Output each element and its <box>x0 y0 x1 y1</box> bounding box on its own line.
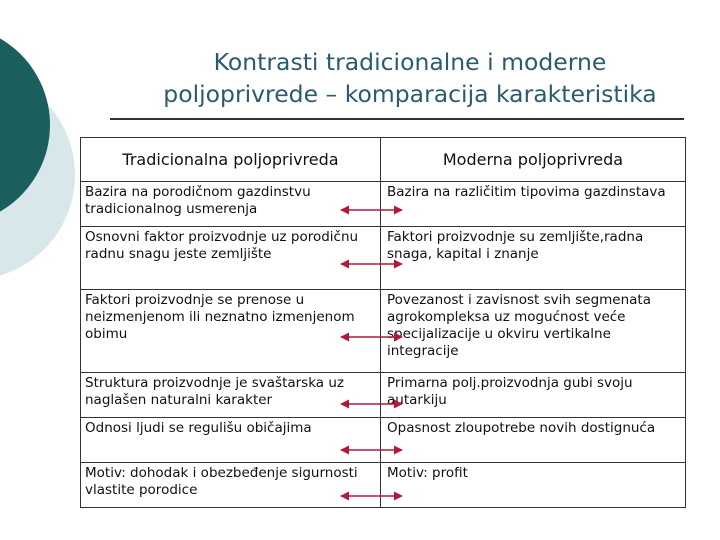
title-line-2: poljoprivrede – komparacija karakteristika <box>163 80 657 108</box>
decorative-circles <box>0 0 80 320</box>
cell-modern: Bazira na različitim tipovima gazdinstava <box>381 182 686 227</box>
table-row <box>81 290 686 373</box>
cell-modern: Povezanost i zavisnost svih segmenata agrokompleksa uz mogućnost veće specijalizacije u okviru vertikalne integracije <box>381 290 686 373</box>
table-row <box>81 227 686 290</box>
cell-traditional: Struktura proizvodnje je svaštarska uz naglašen naturalni karakter <box>81 373 381 418</box>
table-row <box>81 182 686 227</box>
cell-traditional: Odnosi ljudi se regulišu običajima <box>81 418 381 463</box>
table-header-row <box>81 138 686 182</box>
comparison-table <box>80 137 686 508</box>
header-modern: Moderna poljoprivreda <box>381 138 686 182</box>
cell-modern: Faktori proizvodnje su zemljište,radna snaga, kapital i znanje <box>381 227 686 290</box>
slide-title <box>110 46 710 110</box>
cell-traditional: Osnovni faktor proizvodnje uz porodičnu radnu snagu jeste zemljište <box>81 227 381 290</box>
cell-modern: Opasnost zloupotrebe novih dostignuća <box>381 418 686 463</box>
title-line-1: Kontrasti tradicionalne i moderne <box>213 48 607 76</box>
cell-modern: Primarna polj.proizvodnja gubi svoju autarkiju <box>381 373 686 418</box>
cell-traditional: Motiv: dohodak i obezbeđenje sigurnosti vlastite porodice <box>81 463 381 508</box>
table-row <box>81 373 686 418</box>
title-underline <box>110 118 684 120</box>
table-row <box>81 418 686 463</box>
cell-modern: Motiv: profit <box>381 463 686 508</box>
cell-traditional: Faktori proizvodnje se prenose u neizmenjenom ili neznatno izmenjenom obimu <box>81 290 381 373</box>
cell-traditional: Bazira na porodičnom gazdinstvu tradicionalnog usmerenja <box>81 182 381 227</box>
header-traditional: Tradicionalna poljoprivreda <box>81 138 381 182</box>
table-row <box>81 463 686 508</box>
